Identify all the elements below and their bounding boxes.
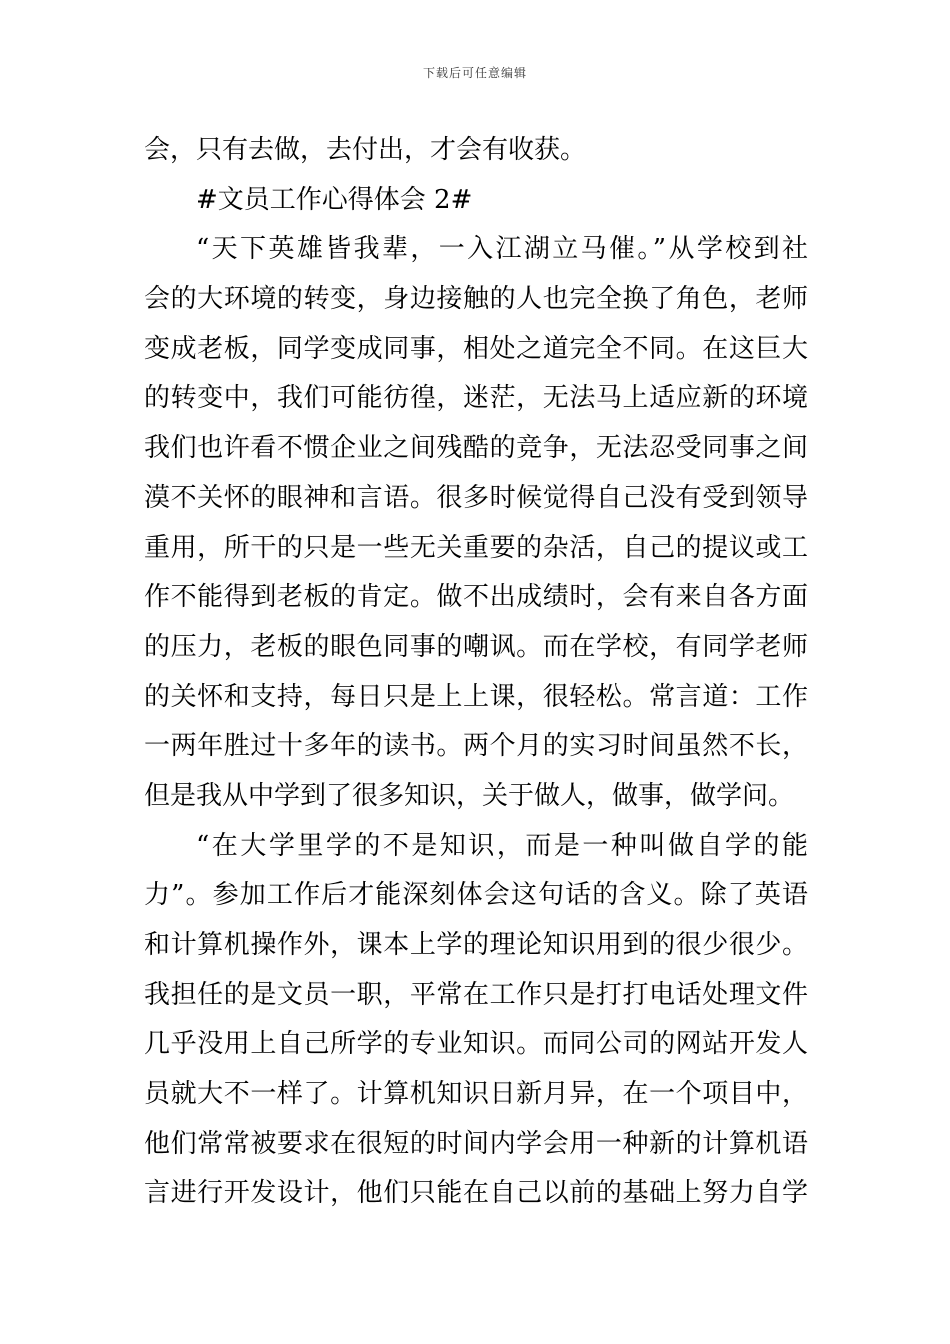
paragraph-line: 一两年胜过十多年的读书。两个月的实习时间虽然不长， bbox=[144, 731, 808, 762]
paragraph-line: 漠不关怀的眼神和言语。很多时候觉得自己没有受到领导 bbox=[144, 482, 808, 513]
paragraph-line: 员就大不一样了。计算机知识日新月异，在一个项目中， bbox=[144, 1079, 808, 1110]
paragraph-line: 几乎没用上自己所学的专业知识。而同公司的网站开发人 bbox=[144, 1029, 808, 1060]
section-heading: #文员工作心得体会 2# bbox=[196, 184, 473, 215]
paragraph-line: 会，只有去做，去付出，才会有收获。 bbox=[144, 135, 587, 165]
paragraph-line: 会的大环境的转变，身边接触的人也完全换了角色，老师 bbox=[144, 284, 808, 315]
document-body bbox=[144, 126, 808, 1219]
paragraph-line: 我们也许看不惯企业之间残酷的竞争，无法忍受同事之间 bbox=[144, 433, 808, 464]
paragraph-line: 和计算机操作外，课本上学的理论知识用到的很少很少。 bbox=[144, 930, 808, 960]
paragraph-line: 他们常常被要求在很短的时间内学会用一种新的计算机语 bbox=[144, 1128, 808, 1159]
paragraph-line: 我担任的是文员一职，平常在工作只是打打电话处理文件 bbox=[144, 979, 808, 1010]
paragraph-line: 的转变中，我们可能彷徨，迷茫，无法马上适应新的环境 bbox=[144, 383, 808, 414]
paragraph-line: 的关怀和支持，每日只是上上课，很轻松。常言道：工作 bbox=[144, 681, 808, 712]
paragraph-line: 力”。参加工作后才能深刻体会这句话的含义。除了英语 bbox=[144, 880, 808, 911]
paragraph-line: 言进行开发设计，他们只能在自己以前的基础上努力自学 bbox=[144, 1178, 808, 1209]
paragraph-line: “在大学里学的不是知识，而是一种叫做自学的能 bbox=[196, 830, 808, 861]
paragraph-line: 的压力，老板的眼色同事的嘲讽。而在学校，有同学老师 bbox=[144, 631, 808, 662]
paragraph-line: 作不能得到老板的肯定。做不出成绩时，会有来自各方面 bbox=[144, 582, 808, 613]
paragraph-line: 但是我从中学到了很多知识，关于做人，做事，做学问。 bbox=[144, 780, 795, 811]
page-header-note: 下载后可任意编辑 bbox=[422, 66, 527, 80]
paragraph-line: “天下英雄皆我辈，一入江湖立马催。”从学校到社 bbox=[196, 234, 808, 265]
paragraph-line: 变成老板，同学变成同事，相处之道完全不同。在这巨大 bbox=[144, 333, 808, 364]
paragraph-line: 重用，所干的只是一些无关重要的杂活，自己的提议或工 bbox=[144, 532, 808, 563]
